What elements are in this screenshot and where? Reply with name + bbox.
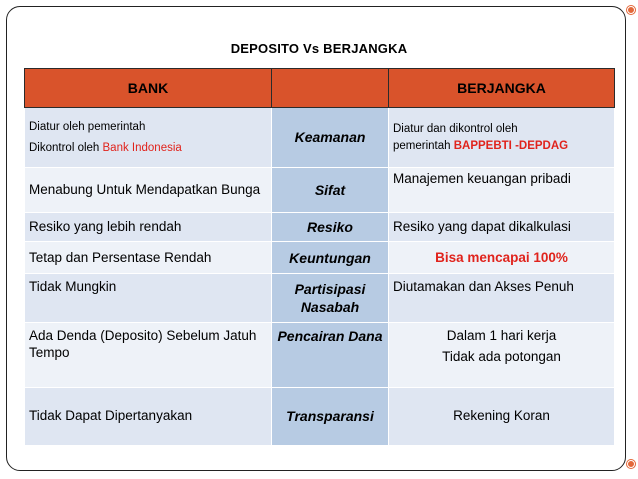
criteria-cell: Sifat bbox=[272, 168, 389, 213]
berjangka-line: Dalam 1 hari kerja bbox=[446, 327, 557, 343]
berjangka-cell: Bisa mencapai 100% bbox=[389, 242, 615, 274]
criteria-cell: Keuntungan bbox=[272, 242, 389, 274]
bank-cell: Tidak Dapat Dipertanyakan bbox=[25, 387, 272, 445]
berjangka-line: Tidak ada potongan bbox=[442, 349, 561, 365]
table-row bbox=[25, 213, 615, 242]
berjangka-cell: Resiko yang dapat dikalkulasi bbox=[389, 213, 615, 242]
table-row bbox=[25, 168, 615, 213]
header-berjangka: BERJANGKA bbox=[389, 69, 615, 108]
frame-corner-dot bbox=[627, 460, 635, 468]
bank-cell: Tidak Mungkin bbox=[25, 274, 272, 322]
criteria-cell: Pencairan Dana bbox=[272, 322, 389, 387]
header-bank: BANK bbox=[25, 69, 272, 108]
slide-title: DEPOSITO Vs BERJANGKA bbox=[230, 41, 408, 56]
highlight-text: BAPPEBTI -DEPDAG bbox=[453, 139, 569, 152]
criteria-cell: Resiko bbox=[272, 213, 389, 242]
bank-cell: Menabung Untuk Mendapatkan Bunga bbox=[25, 168, 272, 213]
berjangka-cell: Manajemen keuangan pribadi bbox=[389, 168, 615, 213]
criteria-cell: Transparansi bbox=[272, 387, 389, 445]
bank-cell: Ada Denda (Deposito) Sebelum Jatuh Tempo bbox=[25, 322, 272, 387]
table-row bbox=[25, 274, 615, 322]
table-row bbox=[25, 108, 615, 168]
berjangka-line: pemerintah BAPPEBTI -DEPDAG bbox=[393, 139, 569, 152]
highlight-text: Bank Indonesia bbox=[102, 141, 182, 154]
bank-line: Diatur oleh pemerintah bbox=[29, 120, 146, 133]
table-row bbox=[25, 242, 615, 274]
criteria-cell: Keamanan bbox=[272, 108, 389, 168]
berjangka-line: Diatur dan dikontrol oleh bbox=[393, 122, 518, 135]
berjangka-cell: Diutamakan dan Akses Penuh bbox=[389, 274, 615, 322]
berjangka-cell bbox=[389, 108, 615, 168]
header-criteria bbox=[272, 69, 389, 108]
berjangka-cell: Rekening Koran bbox=[389, 387, 615, 445]
bank-cell bbox=[25, 108, 272, 168]
table-header-row bbox=[25, 69, 615, 108]
table-row bbox=[25, 322, 615, 387]
bank-cell: Resiko yang lebih rendah bbox=[25, 213, 272, 242]
bank-line: Dikontrol oleh Bank Indonesia bbox=[29, 141, 182, 154]
criteria-cell: Partisipasi Nasabah bbox=[272, 274, 389, 322]
frame-corner-dot bbox=[627, 6, 635, 14]
comparison-table bbox=[24, 68, 615, 446]
bank-cell: Tetap dan Persentase Rendah bbox=[25, 242, 272, 274]
table-row bbox=[25, 387, 615, 445]
berjangka-cell bbox=[389, 322, 615, 387]
